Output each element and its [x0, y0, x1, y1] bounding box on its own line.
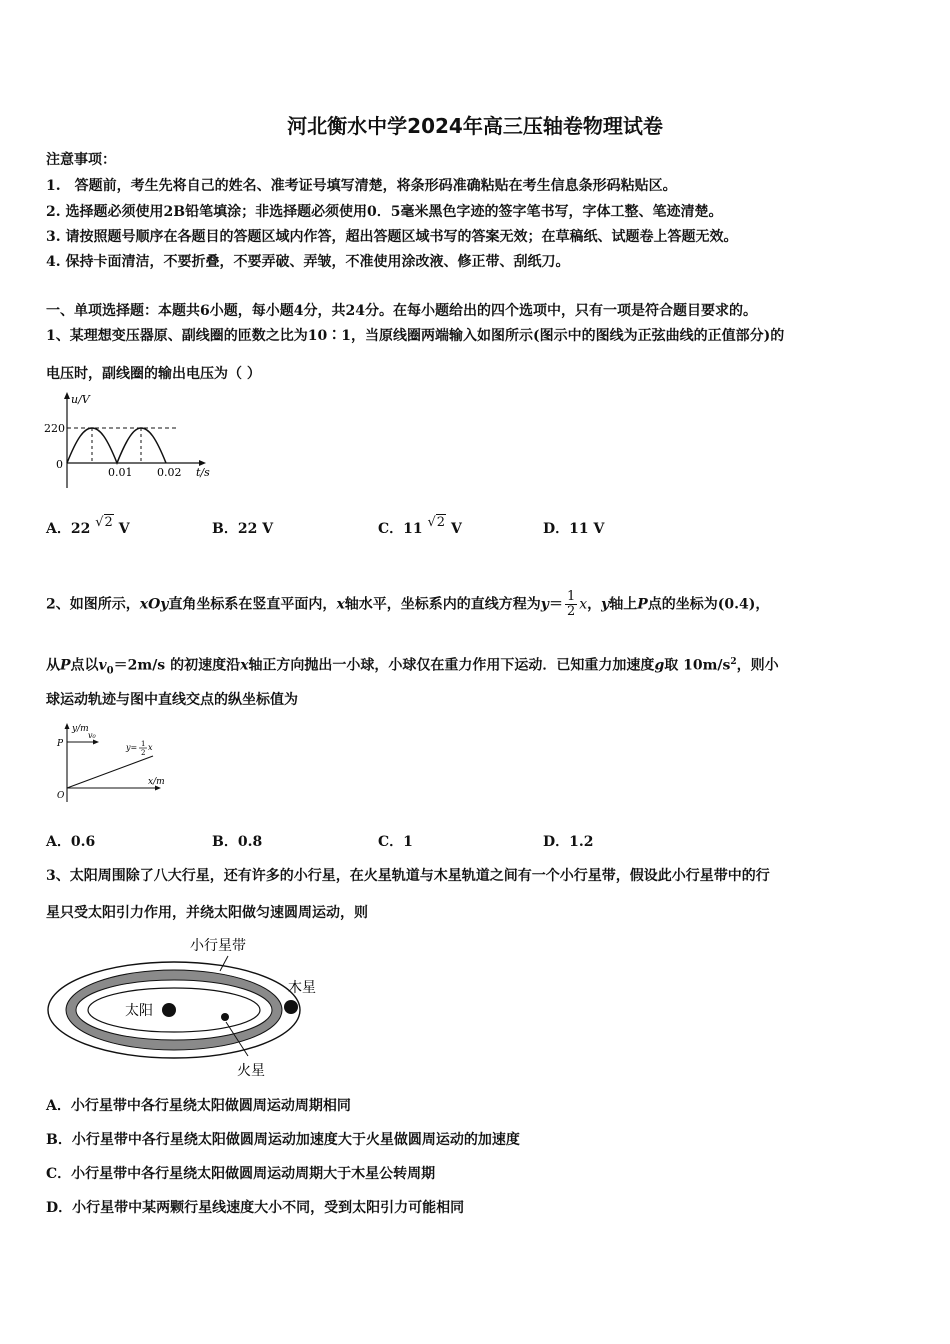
q1-xlabel: t/s [196, 466, 210, 479]
notice-heading: 注意事项： [46, 152, 116, 168]
q2-l2-v: v [98, 657, 107, 674]
q2-l2-p: P [60, 657, 71, 674]
q1-text-line-2: 电压时，副线圈的输出电压为（ ） [46, 366, 261, 382]
q2-velocity-arrow-icon [93, 740, 99, 745]
q3-option-d[interactable]: D．小行星带中某两颗行星线速度大小不同，受到太阳引力可能相同 [46, 1200, 465, 1216]
q2-l1-p: P [637, 596, 648, 613]
notice-item-4: 4. 保持卡面清洁，不要折叠，不要弄破、弄皱，不准使用涂改液、修正带、刮纸刀。 [46, 254, 570, 270]
q2-l1-a: 2、如图所示， [46, 596, 140, 613]
sqrt-icon: √2 [427, 515, 446, 530]
q1-option-c-label: C．11 [378, 521, 423, 537]
q2-frac-den: 2 [566, 604, 576, 619]
q2-ylabel: y/m [72, 724, 89, 734]
q2-l1-d: ， [587, 596, 602, 613]
q2-l1-f: 点的坐标为(0.4)， [647, 596, 770, 613]
q2-y-arrow-icon [65, 723, 70, 729]
q1-y220-label: 220 [44, 422, 65, 435]
q1-option-a-unit: V [118, 521, 130, 537]
q2-l1-xx: x [579, 596, 588, 613]
q2-option-d[interactable]: D．1.2 [543, 834, 594, 850]
q2-l1-y: y [540, 596, 549, 613]
q1-option-a[interactable] [46, 515, 130, 540]
q2-l1-b: 直角坐标系在竖直平面内， [168, 596, 337, 613]
q2-eq-left: y= [126, 743, 138, 752]
q3-option-a[interactable]: A．小行星带中各行星绕太阳做圆周运动周期相同 [46, 1098, 351, 1114]
q2-l2-e: 取 10m/s [664, 657, 731, 674]
q1-sine-curve [67, 428, 166, 463]
q3-belt-leader [220, 956, 228, 971]
q1-origin-label: 0 [56, 458, 63, 471]
q1-option-a-radicand: 2 [104, 515, 113, 530]
q2-eq-x: x [148, 743, 153, 752]
q1-y-arrow-icon [64, 392, 70, 399]
q2-l2-v-sub: 0 [106, 665, 114, 677]
q1-x1-label: 0.01 [108, 466, 133, 479]
q2-origin-label: O [57, 791, 65, 801]
q3-jupiter-label: 木星 [288, 980, 316, 996]
q2-text-line-3: 球运动轨迹与图中直线交点的纵坐标值为 [46, 692, 298, 708]
q3-belt-label: 小行星带 [190, 938, 246, 954]
q3-option-c[interactable]: C．小行星带中各行星绕太阳做圆周运动周期大于木星公转周期 [46, 1166, 436, 1182]
q2-coordinate-graph [55, 722, 175, 807]
q2-option-b[interactable]: B．0.8 [212, 834, 263, 850]
q1-ylabel: u/V [71, 393, 90, 406]
q2-l2-b: 点以 [70, 657, 99, 674]
q3-option-b[interactable]: B．小行星带中各行星绕太阳做圆周运动加速度大于火星做圆周运动的加速度 [46, 1132, 520, 1148]
q3-mars-icon [221, 1013, 229, 1021]
q3-mars-label: 火星 [237, 1063, 265, 1079]
q3-sun-icon [162, 1003, 176, 1017]
q2-l1-c: 轴水平，坐标系内的直线方程为 [344, 596, 541, 613]
q3-sun-label: 太阳 [125, 1003, 153, 1019]
q2-option-a[interactable]: A．0.6 [46, 834, 96, 850]
q3-jupiter-icon [284, 1000, 298, 1014]
q2-v0-label: v₀ [88, 731, 96, 740]
q1-text-line-1: 1、某理想变压器原、副线圈的匝数之比为10∶1，当原线圈两端输入如图所示(图示中的图线为正弦曲线的正值部分)的 [46, 328, 785, 344]
q1-option-c[interactable] [378, 515, 462, 540]
q2-l2-a: 从 [46, 657, 60, 674]
q2-l1-x: x [336, 596, 345, 613]
q2-l2-sup: 2 [730, 657, 737, 667]
q2-eq-den: 2 [141, 749, 146, 757]
q1-voltage-graph [40, 390, 220, 490]
q2-l1-e: 轴上 [609, 596, 638, 613]
q2-l1-xoy: xOy [139, 596, 169, 613]
q2-frac-num: 1 [566, 589, 576, 604]
q1-option-b[interactable]: B．22 V [212, 521, 274, 537]
section-heading: 一、单项选择题：本题共6小题，每小题4分，共24分。在每小题给出的四个选项中，只有一项是符合题目要求的。 [46, 303, 757, 319]
q2-l2-c: ＝2m/s 的初速度沿 [113, 657, 241, 674]
q2-l2-d: 轴正方向抛出一小球，小球仅在重力作用下运动．已知重力加速度 [248, 657, 655, 674]
q2-eq-num: 1 [141, 740, 146, 748]
q2-p-label: P [57, 739, 64, 749]
q2-line-y-half-x [67, 756, 153, 788]
q2-l1-y2: y [601, 596, 610, 613]
sqrt-icon: √2 [95, 515, 113, 530]
q2-l2-g: g [654, 657, 665, 674]
q1-option-d[interactable]: D．11 V [543, 521, 605, 537]
q3-text-line-2: 星只受太阳引力作用，并绕太阳做匀速圆周运动，则 [46, 905, 368, 921]
q3-text-line-1: 3、太阳周围除了八大行星，还有许多的小行星，在火星轨道与木星轨道之间有一个小行星带，假设此小行星带中的行 [46, 868, 770, 884]
notice-item-1: 1. 答题前，考生先将自己的姓名、准考证号填写清楚，将条形码准确粘贴在考生信息条形码粘贴区。 [46, 178, 677, 194]
q1-option-c-radicand: 2 [436, 515, 446, 530]
q3-solar-system-figure [44, 930, 334, 1080]
q2-text-line-1 [46, 590, 769, 619]
notice-item-3: 3. 请按照题号顺序在各题目的答题区域内作答，超出答题区域书写的答案无效；在草稿纸、试题卷上答题无效。 [46, 229, 738, 245]
q2-option-c[interactable]: C．1 [378, 834, 413, 850]
q2-xlabel: x/m [148, 777, 165, 787]
q2-text-line-2 [46, 652, 779, 681]
q2-fraction [565, 590, 577, 619]
page-title: 河北衡水中学2024年高三压轴卷物理试卷 [287, 114, 663, 138]
notice-item-2: 2. 选择题必须使用2B铅笔填涂；非选择题必须使用0．5毫米黑色字迹的签字笔书写，字体工整、笔迹清楚。 [46, 204, 723, 220]
q1-option-c-unit: V [450, 521, 462, 537]
q1-option-a-label: A．22 [46, 521, 91, 537]
q1-x2-label: 0.02 [157, 466, 182, 479]
q2-l2-f: ，则小 [736, 657, 779, 674]
q2-l1-eq: ＝ [548, 596, 563, 613]
q2-l2-x: x [240, 657, 249, 674]
